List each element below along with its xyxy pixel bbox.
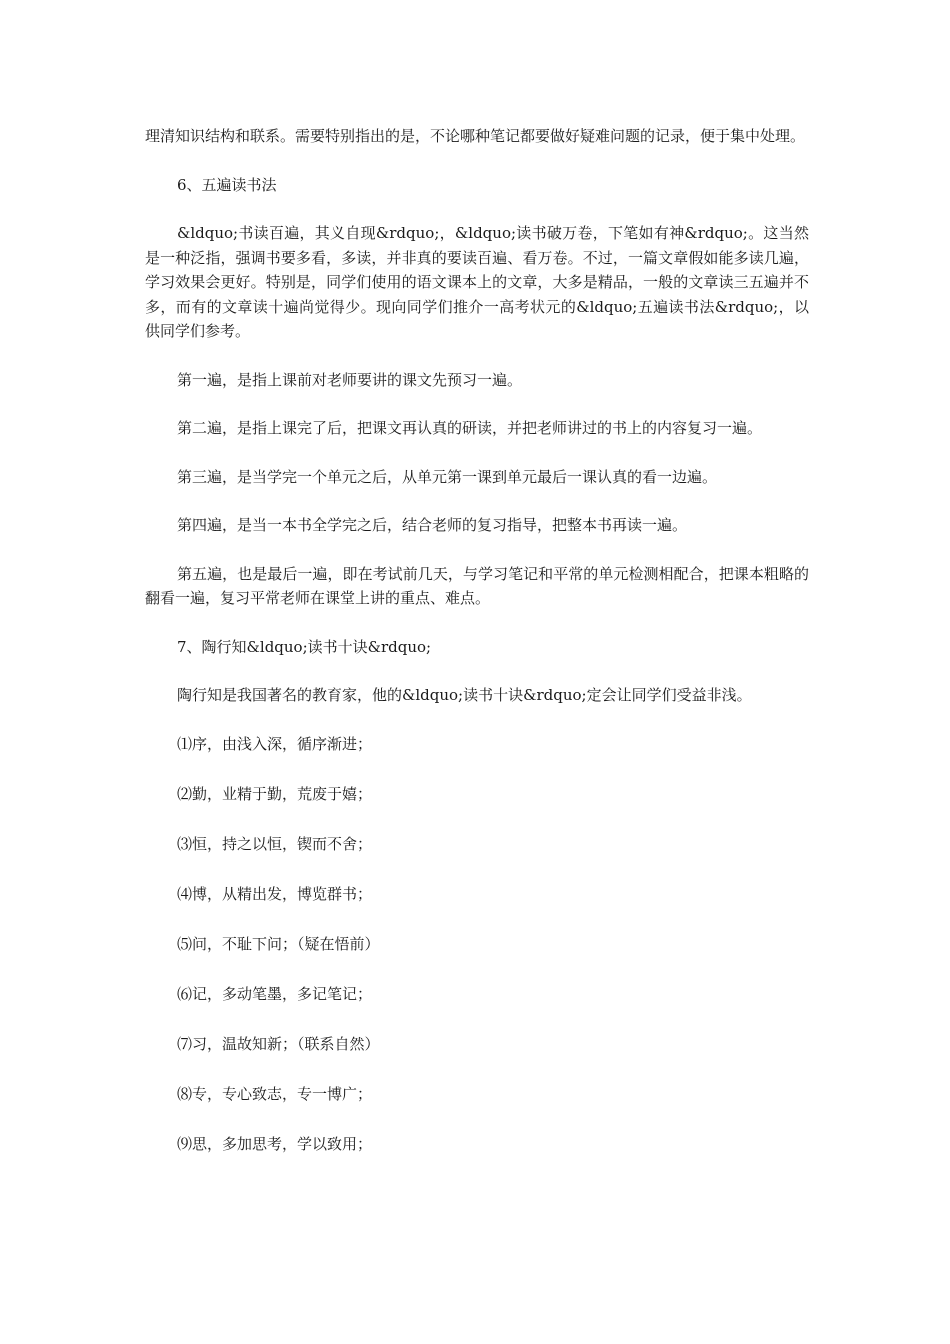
list-item-4: ⑷博，从精出发，博览群书；: [177, 884, 373, 903]
list-item-7: ⑺习，温故知新；（联系自然）: [177, 1034, 380, 1053]
list-item-3: ⑶恒，持之以恒，锲而不舍；: [177, 834, 373, 853]
list-item-8: ⑻专，专心致志，专一博广；: [177, 1084, 373, 1103]
section-heading-7: 7、陶行知&ldquo;读书十诀&rdquo;: [177, 637, 432, 656]
paragraph-pass-1: 第一遍，是指上课前对老师要讲的课文先预习一遍。: [177, 370, 523, 389]
list-item-5: ⑸问，不耻下问；（疑在悟前）: [177, 934, 380, 953]
paragraph-pass-5: 第五遍，也是最后一遍，即在考试前几天，与学习笔记和平常的单元检测相配合，把课本粗略的翻看一遍，复习平常老师在课堂上讲的重点、难点。: [145, 564, 809, 607]
paragraph-pass-4: 第四遍，是当一本书全学完之后，结合老师的复习指导，把整本书再读一遍。: [177, 516, 688, 534]
paragraph-ten-tips-intro: 陶行知是我国著名的教育家，他的&ldquo;读书十诀&rdquo;定会让同学们受益非浅。: [177, 686, 752, 704]
paragraph-five-pass-intro: &ldquo;书读百遍，其义自现&rdquo;，&ldquo;读书破万卷，下笔如有神&rdquo;。这当然是一种泛指，强调书要多看，多读，并非真的要读百遍、看万卷。不过，一篇文章假如能多读几遍，学习效果会更好。特别是，同学们使用的语文课本上的文章，大多是精品，一般的文章读三五遍并不多，而有的文章读十遍尚觉得少。现向同学们推介一高考状元的&ldquo;五遍读书法&rdquo;，以供同学们参考。: [145, 224, 809, 340]
list-item-2: ⑵勤，业精于勤，荒废于嬉；: [177, 784, 373, 803]
list-item-6: ⑹记，多动笔墨，多记笔记；: [177, 984, 373, 1003]
paragraph-pass-3: 第三遍，是当学完一个单元之后，从单元第一课到单元最后一课认真的看一边遍。: [177, 467, 718, 486]
list-item-1: ⑴序，由浅入深，循序渐进；: [177, 734, 373, 753]
list-item-9: ⑼思，多加思考，学以致用；: [177, 1134, 373, 1153]
paragraph-pass-2: 第二遍，是指上课完了后，把课文再认真的研读，并把老师讲过的书上的内容复习一遍。: [177, 419, 763, 437]
paragraph-intro-continuation: 理清知识结构和联系。需要特别指出的是，不论哪种笔记都要做好疑难问题的记录，便于集中处理。: [145, 127, 806, 145]
section-heading-6: 6、五遍读书法: [177, 175, 277, 194]
document-page: [145, 124, 809, 1182]
